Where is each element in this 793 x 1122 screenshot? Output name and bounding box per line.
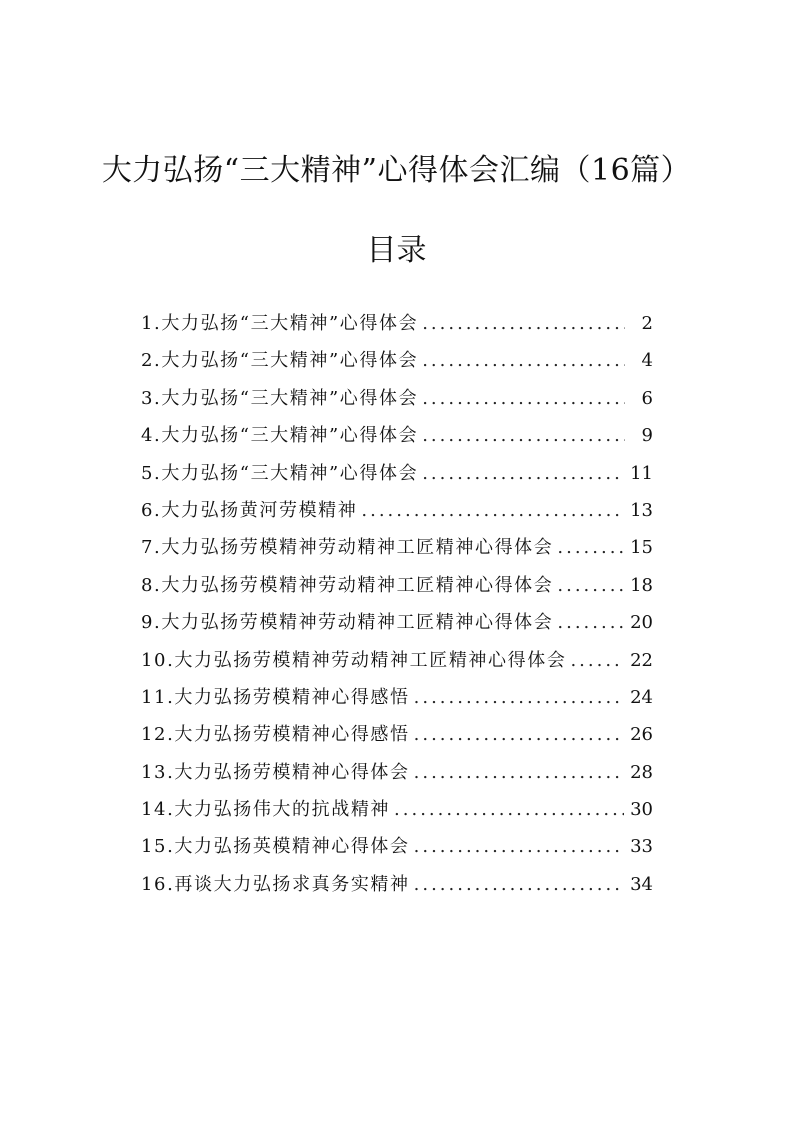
toc-entry-page: 6 xyxy=(641,387,653,409)
toc-entry-text: 15.大力弘扬英模精神心得体会 xyxy=(141,836,410,858)
dot-leader xyxy=(414,683,624,713)
toc-entry-page: 34 xyxy=(630,873,653,895)
dot-leader xyxy=(414,720,624,750)
dot-leader xyxy=(422,384,625,414)
table-of-contents xyxy=(141,309,653,907)
toc-entry-page: 13 xyxy=(630,499,653,521)
toc-entry-4[interactable] xyxy=(141,421,653,458)
toc-entry-page: 33 xyxy=(630,836,653,858)
toc-entry-page: 24 xyxy=(630,686,653,708)
dot-leader xyxy=(414,758,624,788)
toc-entry-text: 14.大力弘扬伟大的抗战精神 xyxy=(141,799,391,821)
toc-entry-10[interactable] xyxy=(141,646,653,683)
toc-entry-15[interactable] xyxy=(141,832,653,869)
dot-leader xyxy=(422,346,625,376)
toc-entry-12[interactable] xyxy=(141,720,653,757)
toc-entry-2[interactable] xyxy=(141,346,653,383)
toc-entry-text: 13.大力弘扬劳模精神心得体会 xyxy=(141,761,410,783)
toc-entry-text: 10.大力弘扬劳模精神劳动精神工匠精神心得体会 xyxy=(141,649,567,671)
toc-entry-7[interactable] xyxy=(141,533,653,570)
toc-entry-11[interactable] xyxy=(141,683,653,720)
toc-entry-9[interactable] xyxy=(141,608,653,645)
toc-entry-page: 4 xyxy=(641,350,653,372)
toc-entry-8[interactable] xyxy=(141,571,653,608)
toc-entry-page: 18 xyxy=(630,574,653,596)
toc-entry-text: 5.大力弘扬“三大精神”心得体会 xyxy=(141,462,419,484)
dot-leader xyxy=(422,459,624,489)
dot-leader xyxy=(557,533,624,563)
toc-entry-text: 9.大力弘扬劳模精神劳动精神工匠精神心得体会 xyxy=(141,612,554,634)
dot-leader xyxy=(422,309,625,339)
toc-entry-page: 2 xyxy=(641,313,653,334)
toc-entry-3[interactable] xyxy=(141,384,653,421)
toc-entry-page: 30 xyxy=(630,799,653,821)
toc-entry-page: 11 xyxy=(630,462,653,484)
dot-leader xyxy=(557,571,624,601)
toc-entry-page: 26 xyxy=(630,724,653,746)
toc-entry-5[interactable] xyxy=(141,459,653,496)
toc-entry-6[interactable] xyxy=(141,496,653,533)
toc-entry-text: 8.大力弘扬劳模精神劳动精神工匠精神心得体会 xyxy=(141,574,554,596)
toc-entry-text: 1.大力弘扬“三大精神”心得体会 xyxy=(141,313,419,334)
toc-entry-text: 16.再谈大力弘扬求真务实精神 xyxy=(141,873,410,895)
toc-entry-16[interactable] xyxy=(141,870,653,907)
dot-leader xyxy=(414,870,624,900)
toc-entry-page: 20 xyxy=(630,612,653,634)
dot-leader xyxy=(557,608,624,638)
toc-heading: 目录 xyxy=(366,233,427,268)
dot-leader xyxy=(414,832,624,862)
toc-entry-page: 15 xyxy=(630,537,653,559)
toc-entry-page: 9 xyxy=(641,425,653,447)
toc-entry-text: 12.大力弘扬劳模精神心得感悟 xyxy=(141,724,410,746)
toc-entry-text: 6.大力弘扬黄河劳模精神 xyxy=(141,499,358,521)
toc-entry-text: 11.大力弘扬劳模精神心得感悟 xyxy=(141,686,410,708)
toc-entry-text: 2.大力弘扬“三大精神”心得体会 xyxy=(141,350,419,372)
dot-leader xyxy=(422,421,625,451)
toc-entry-text: 3.大力弘扬“三大精神”心得体会 xyxy=(141,387,419,409)
toc-entry-13[interactable] xyxy=(141,758,653,795)
dot-leader xyxy=(361,496,624,526)
toc-entry-14[interactable] xyxy=(141,795,653,832)
toc-entry-text: 7.大力弘扬劳模精神劳动精神工匠精神心得体会 xyxy=(141,537,554,559)
toc-entry-1[interactable] xyxy=(141,309,653,346)
toc-entry-text: 4.大力弘扬“三大精神”心得体会 xyxy=(141,425,419,447)
toc-entry-page: 28 xyxy=(630,761,653,783)
dot-leader xyxy=(570,646,624,676)
dot-leader xyxy=(394,795,624,825)
toc-entry-page: 22 xyxy=(630,649,653,671)
document-title: 大力弘扬“三大精神”心得体会汇编（16篇） xyxy=(101,153,692,188)
